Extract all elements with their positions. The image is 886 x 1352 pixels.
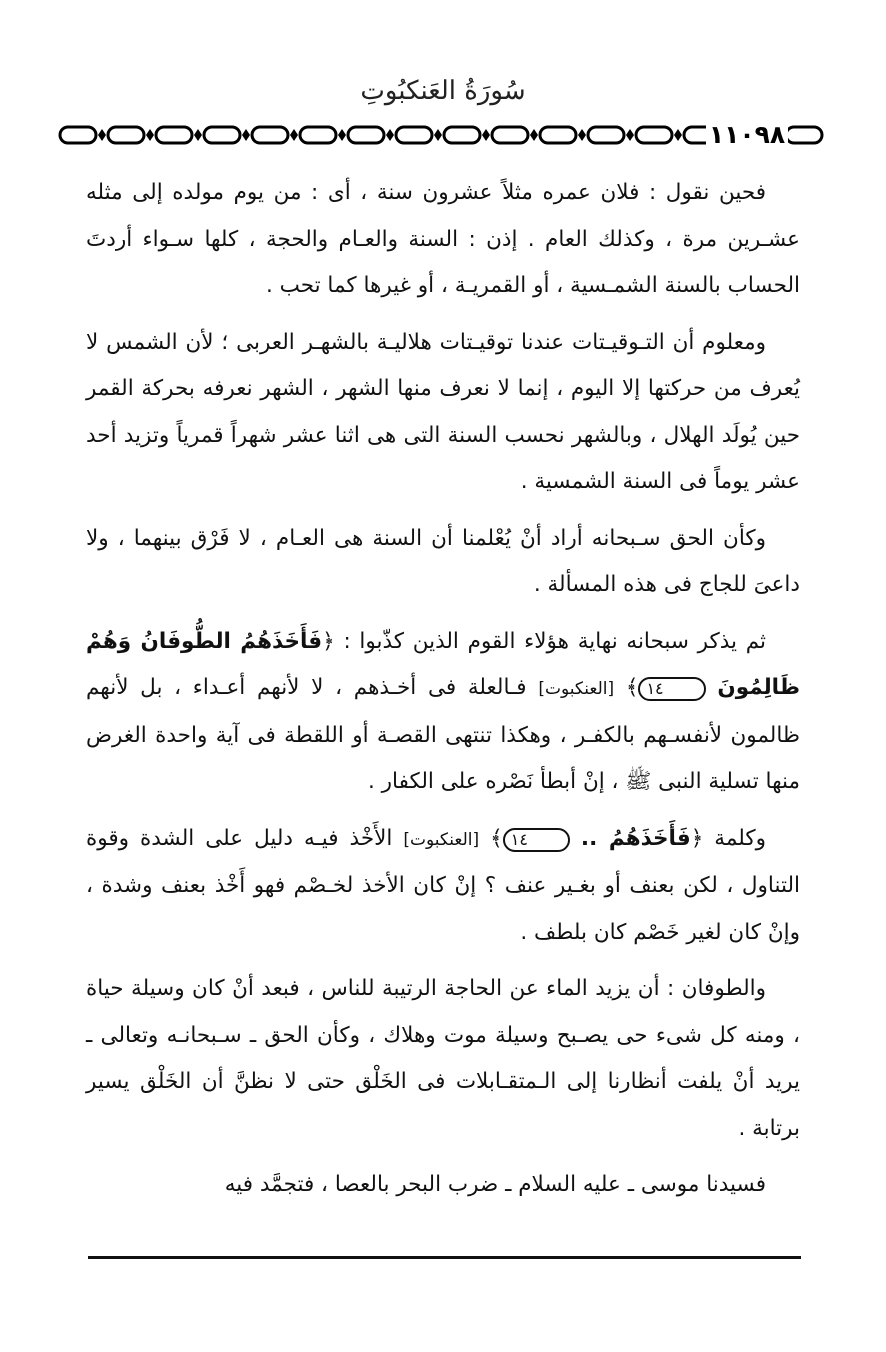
paragraph: والطوفان : أن يزيد الماء عن الحاجة الرتيبة للناس ، فبعد أنْ كان وسيلة حياة ، ومنه كل شىء حى يصـبح وسيلة موت وهلاك ، وكأن الحق ـ سـبحانـه وتعالى ـ يريد أنْ يلفت أنظارنا إلى الـمتقـابلات فى الخَلْق حتى لا نظنَّ أن الخَلْق يسير برتابة .	[86, 976, 800, 1141]
body-text	[86, 170, 800, 1219]
paragraph-text: ثم يذكر سبحانه نهاية هؤلاء القوم الذين كذّبوا :	[334, 628, 766, 654]
quran-bracket-close: ﴾	[490, 825, 503, 851]
page-number: ١١٠٩٨	[706, 121, 788, 149]
paragraph: فسيدنا موسى ـ عليه السلام ـ ضرب البحر بالعصا ، فتجمَّد فيه	[224, 1172, 766, 1197]
paragraph-text: الأَخْذ فيـه دليل على الشدة وقوة التناول ، لكن بعنف أو بغـير عنف ؟ إنْ كان الأخذ لخـصْم فهو أَخْذ بعنف وشدة ، وإنْ كان لغير خَصْم كان بلطف .	[86, 825, 800, 945]
paragraph-text: فـالعلة فى أخـذهم ، لا لأنهم أعـداء ، بل لأنهم ظالمون لأنفسـهم بالكفـر ، وهكذا تنتهى القصـة أو اللقطة فى آية واحدة الغرض منها تسلية النبى ﷺ ، إنْ أبطأ نَصْره على الكفار .	[86, 675, 800, 794]
paragraph-text: وكلمة	[703, 825, 766, 851]
quran-bracket-close: ﴾	[625, 675, 639, 700]
quran-bracket-open: ﴿	[322, 628, 335, 654]
paragraph: ومعلوم أن التـوقيـتات عندنا توقيـتات هلاليـة بالشهـر العربى ؛ لأن الشمس لا يُعرف من حركتها إلا اليوم ، إنما لا نعرف منها الشهر ، الشهر نعرفه بحركة القمر حين يُولَد الهلال ، وبالشهر نحسب السنة التى هى اثنا عشر شهراً قمرياً وتزيد أحد عشر يوماً فى السنة الشمسية .	[86, 329, 800, 494]
paragraph: فحين نقول : فلان عمره مثلاً عشرون سنة ، أى : من يوم مولده إلى مثله عشـرين مرة ، وكذلك العام . إذن : السنة والعـام والحجة ، كلها سـواء أردتَ الحساب بالسنة الشمـسية ، أو القمريـة ، أو غيرها كما تحب .	[86, 180, 800, 298]
paragraph	[86, 619, 800, 806]
paragraph	[86, 816, 800, 957]
quran-bracket-open: ﴿	[690, 825, 704, 851]
paragraph: وكأن الحق سـبحانه أراد أنْ يُعْلمنا أن السنة هى العـام ، لا فَرْق بينهما ، ولا داعىَ للجاج فى هذه المسألة .	[86, 525, 800, 597]
verse-number: ١٤	[503, 828, 570, 852]
quran-verse: فَأَخَذَهُمُ الطُّوفَانُ وَهُمْ ظَالِمُونَ	[86, 628, 800, 700]
surah-title: سُورَةُ العَنكبُوتِ	[360, 76, 526, 106]
quran-verse: فَأَخَذَهُمُ ..	[580, 825, 691, 851]
footer-rule	[88, 1256, 801, 1259]
verse-number: ١٤	[638, 677, 705, 701]
surah-reference: [العنكبوت]	[403, 829, 480, 850]
surah-reference: [العنكبوت]	[538, 679, 615, 699]
